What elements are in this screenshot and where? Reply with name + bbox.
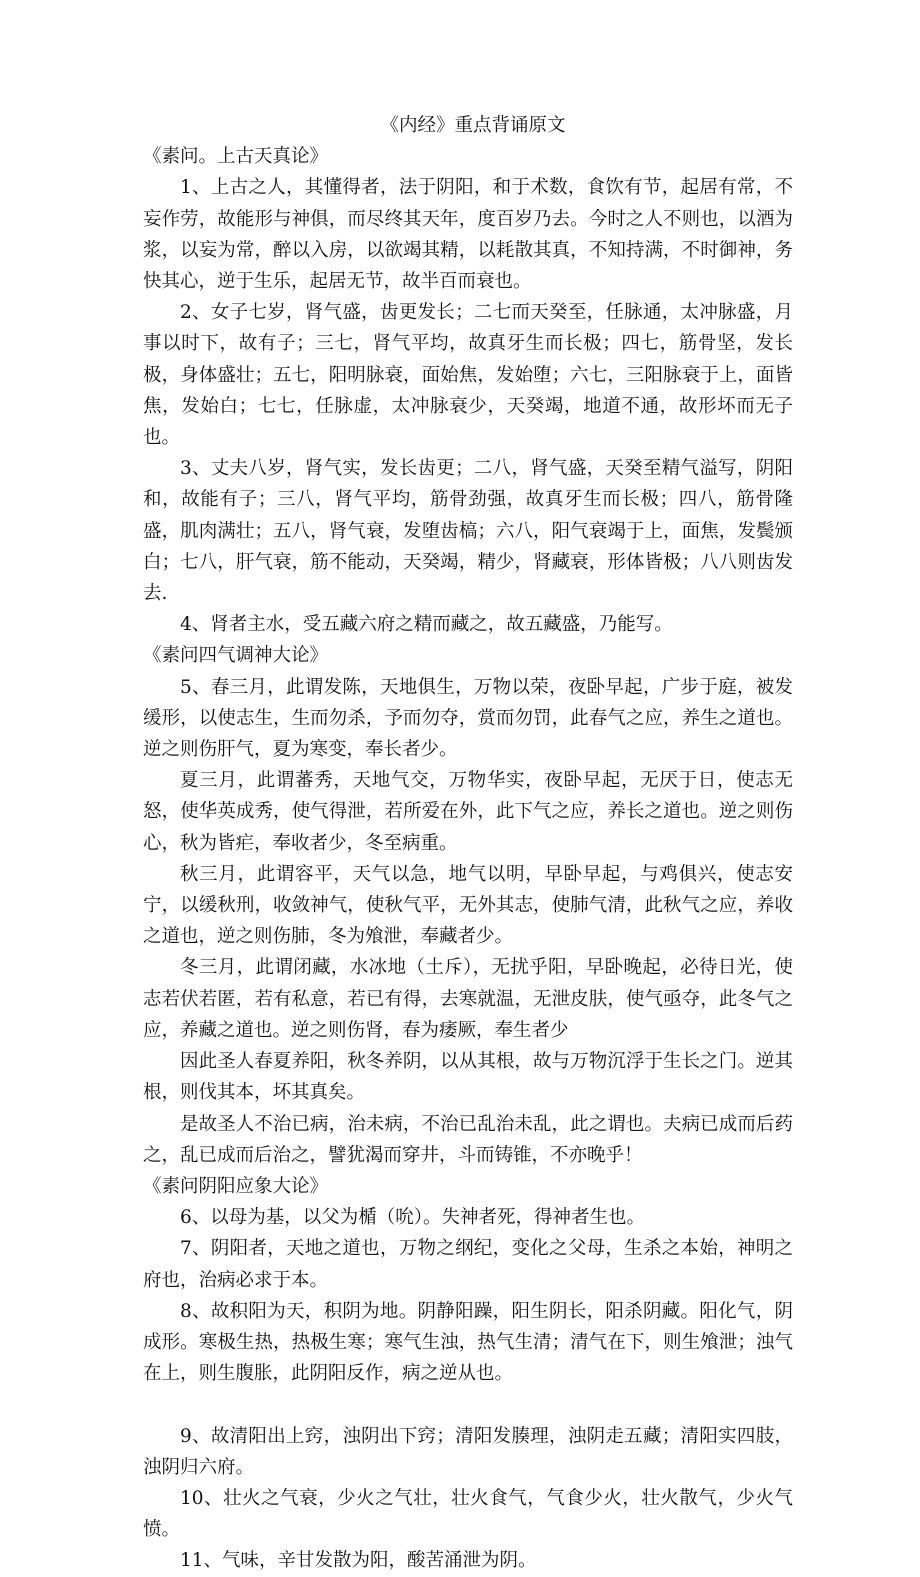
paragraph-2: 2、女子七岁，肾气盛，齿更发长；二七而天癸至，任脉通，太冲脉盛，月事以时下，故有子；三七，肾气平均，故真牙生而长极；四七，筋骨坚，发长极，身体盛壮；五七，阳明脉衰，面始焦，发始堕；六七，三阳脉衰于上，面皆焦，发始白；七七，任脉虚，太冲脉衰少，天癸竭，地道不通，故形坏而无子也。 [143,302,793,449]
paragraph-winter: 冬三月，此谓闭藏，水冰地（土斥），无扰乎阳，早卧晚起，必待日光，使志若伏若匿，若有私意，若已有得，去寒就温，无泄皮肤，使气亟夺，此冬气之应，养藏之道也。逆之则伤肾，春为痿厥，奉生者少 [143,957,793,1041]
paragraph-3: 3、丈夫八岁，肾气实，发长齿更；二八，肾气盛，天癸至精气溢写，阴阳和，故能有子；三八，肾气平均，筋骨劲强，故真牙生而长极；四八，筋骨隆盛，肌肉满壮；五八，肾气衰，发堕齿槁；六八，阳气衰竭于上，面焦，发鬓颁白；七八，肝气衰，筋不能动，天癸竭，精少，肾藏衰，形体皆极；八八则齿发去. [143,458,793,605]
section-heading-siqi-tiaoshen: 《素问四气调神大论》 [143,645,329,667]
paragraph-sage-yangsheng: 因此圣人春夏养阳，秋冬养阴，以从其根，故与万物沉浮于生长之门。逆其根，则伐其本，坏其真矣。 [143,1051,793,1104]
document-body [143,110,793,1577]
paragraph-summer: 夏三月，此谓蕃秀，天地气交，万物华实，夜卧早起，无厌于日，使志无怒，使华英成秀，使气得泄，若所爱在外，此下气之应，养长之道也。逆之则伤心，秋为皆疟，奉收者少，冬至病重。 [143,770,793,854]
paragraph-autumn: 秋三月，此谓容平，天气以急，地气以明，早卧早起，与鸡俱兴，使志安宁，以缓秋刑，收敛神气，使秋气平，无外其志，使肺气清，此秋气之应，养收之道也，逆之则伤肺，冬为飧泄，奉藏者少。 [143,863,793,948]
paragraph-11: 11、气味，辛甘发散为阳，酸苦涌泄为阴。 [180,1550,537,1572]
paragraph-5-spring: 5、春三月，此谓发陈，天地俱生，万物以荣，夜卧早起，广步于庭，被发缓形，以使志生，生而勿杀，予而勿夺，赏而勿罚，此春气之应，养生之道也。逆之则伤肝气，夏为寒变，奉长者少。 [143,676,793,761]
paragraph-zhi-weibing: 是故圣人不治已病，治未病，不治已乱治未乱，此之谓也。夫病已成而后药之，乱已成而后治之，譬犹渴而穿井，斗而铸锥，不亦晚乎！ [143,1113,793,1166]
paragraph-8: 8、故积阳为天，积阴为地。阴静阳躁，阳生阴长，阳杀阴藏。阳化气，阴成形。寒极生热，热极生寒；寒气生浊，热气生清；清气在下，则生飧泄；浊气在上，则生腹胀，此阴阳反作，病之逆从也。 [143,1300,793,1385]
paragraph-9: 9、故清阳出上窍，浊阴出下窍；清阳发腠理，浊阴走五藏；清阳实四肢，浊阴归六府。 [143,1425,793,1478]
paragraph-1: 1、上古之人，其懂得者，法于阴阳，和于术数，食饮有节，起居有常，不妄作劳，故能形与神俱，而尽终其天年，度百岁乃去。今时之人不则也，以酒为浆，以妄为常，醉以入房，以欲竭其精，以耗散其真，不知持满，不时御神，务快其心，逆于生乐，起居无节，故半百而衰也。 [143,177,793,293]
paragraph-6: 6、以母为基，以父为楯（吮）。失神者死，得神者生也。 [180,1207,646,1229]
paragraph-7: 7、阴阳者，天地之道也，万物之纲纪，变化之父母，生杀之本始，神明之府也，治病必求于本。 [143,1238,793,1291]
document-title: 《内经》重点背诵原文 [380,115,566,136]
paragraph-4: 4、肾者主水，受五藏六府之精而藏之，故五藏盛，乃能写。 [180,614,673,636]
section-heading-yinyang-yingxiang: 《素问阴阳应象大论》 [143,1175,329,1197]
section-heading-shanggu-tianzhen: 《素问。上古天真论》 [143,146,329,168]
blank-line [143,1389,793,1420]
paragraph-10: 10、壮火之气衰，少火之气壮，壮火食气，气食少火，壮火散气，少火气愤。 [143,1487,793,1541]
